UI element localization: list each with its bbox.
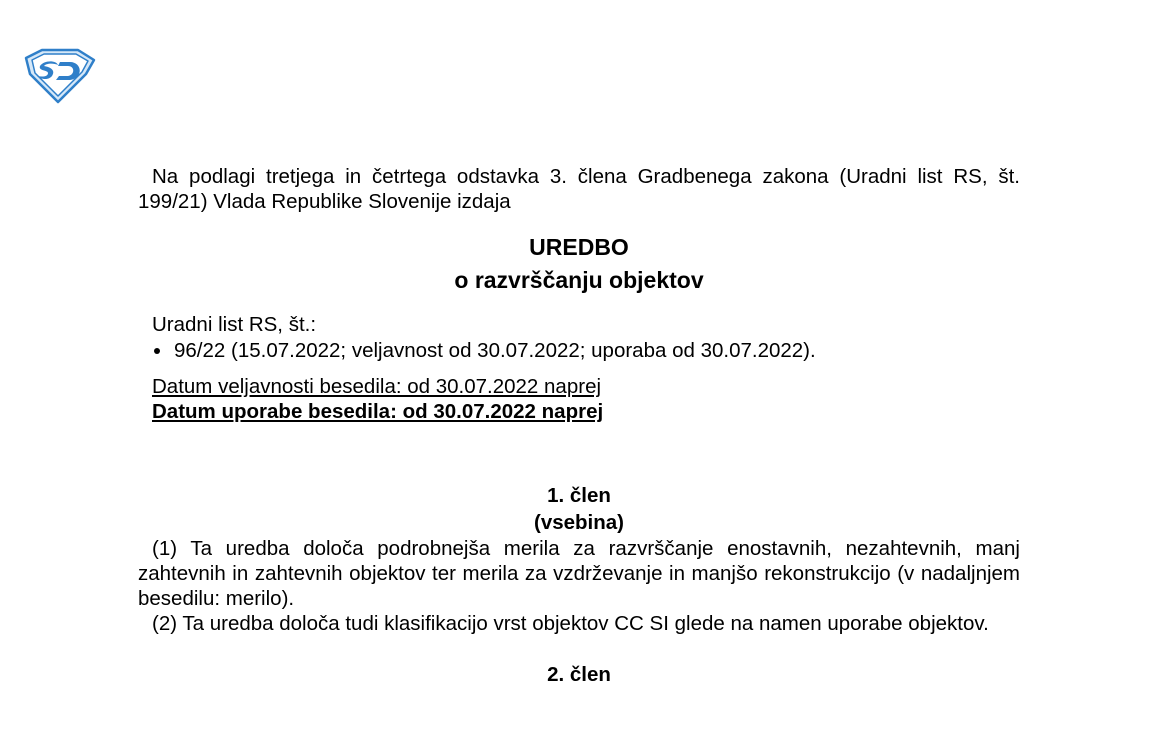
title-line-1: UREDBO [529, 234, 629, 260]
article-1-header [138, 482, 1020, 536]
sd-logo-icon [22, 48, 96, 104]
article-2-number: 2. člen [547, 663, 611, 686]
article-1-heading: (vsebina) [534, 511, 624, 534]
bullet-icon [154, 348, 160, 354]
text-dates [138, 374, 1020, 424]
gazette-label: Uradni list RS, št.: [152, 313, 317, 336]
document-body [138, 164, 1020, 687]
gazette-entry [152, 338, 1020, 363]
document-title [138, 231, 1020, 297]
gazette-info [138, 312, 1020, 363]
gazette-entry-text: 96/22 (15.07.2022; veljavnost od 30.07.2022; uporaba od 30.07.2022). [174, 339, 816, 362]
use-date: Datum uporabe besedila: od 30.07.2022 naprej [152, 400, 604, 423]
article-1-number: 1. člen [547, 484, 611, 507]
article-1-paragraph-1: (1) Ta uredba določa podrobnejša merila za razvrščanje enostavnih, nezahtevnih, manj zahtevnih in zahtevnih objektov ter merila za vzdrževanje in manjšo rekonstrukcijo (v nadaljnjem besedilu: merilo). [138, 537, 1020, 610]
article-1-paragraph-2: (2) Ta uredba določa tudi klasifikacijo vrst objektov CC SI glede na namen uporabe objektov. [152, 612, 989, 635]
intro-paragraph: Na podlagi tretjega in četrtega odstavka 3. člena Gradbenega zakona (Uradni list RS, št. 199/21) Vlada Republike Slovenije izdaja [138, 165, 1020, 213]
validity-date: Datum veljavnosti besedila: od 30.07.2022 naprej [152, 375, 602, 398]
title-line-2: o razvrščanju objektov [454, 267, 704, 293]
